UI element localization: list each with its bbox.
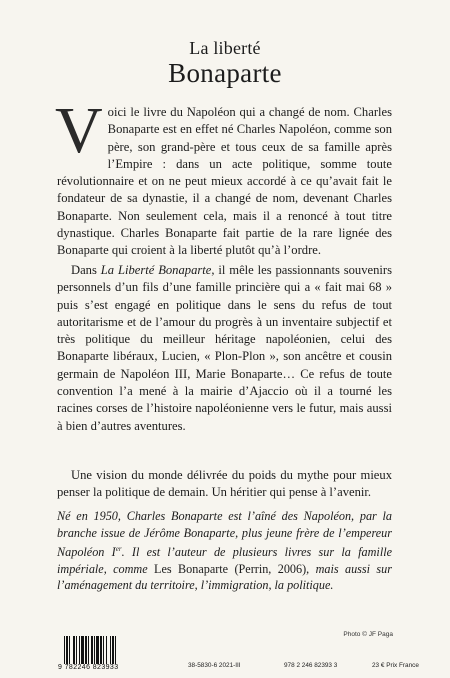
paragraph-summary-text: , il mêle les passionnants souvenirs personnels d’un fils d’une famille princière qui a « fait mai 68 » puis s’est engagé en politique dans le sens du refus de tout autoritarisme et de l’amour du progrès à un inventaire subjectif et très politique du meilleur héritage napoléonien, celui des Bonaparte libéraux, Lucien, « Plon-Plon », son ancêtre et cousin germain de Napoléon III, Marie Bonaparte… Ce refus de toute convention l’a mené à la mairie d’Ajaccio où il a tourné les racines corses de l’histoire napoléonienne vers le futur, mais aussi à bien d’autres aventures.: [57, 263, 392, 433]
author-bio-book: Les Bonaparte (Perrin, 2006): [154, 561, 307, 576]
isbn-barcode: [58, 636, 130, 674]
photo-credit: Photo © JF Paga: [343, 631, 393, 638]
title-line-1: La liberté: [189, 38, 261, 58]
paragraph-summary: [57, 262, 392, 435]
book-title: [0, 38, 450, 88]
paragraph-closing: [57, 467, 392, 502]
paragraph-summary-lead: Dans: [71, 263, 101, 277]
barcode-stripe: [116, 636, 118, 664]
paragraph-closing-text: Une vision du monde délivrée du poids du mythe pour mieux penser la politique de demain. Un héritier qui pense à l’avenir.: [57, 468, 392, 500]
barcode-number: 9 782246 823933: [58, 664, 119, 671]
drop-cap: V: [55, 94, 103, 167]
price-text: 23 € Prix France: [372, 662, 419, 669]
paragraph-intro: [55, 94, 392, 260]
author-bio-part2: . Il est l’auteur de plusieurs livres sur la famille impériale, comme: [57, 545, 393, 576]
author-bio-part3: , mais aussi sur l’aménagement du territoire, l’immigration, la politique.: [57, 561, 392, 593]
title-line-2: Bonaparte: [168, 58, 282, 88]
author-bio: [57, 508, 392, 594]
author-bio-sup: er: [115, 545, 122, 554]
isbn-text: 978 2 246 82393 3: [284, 662, 338, 669]
book-title-inline: La Liberté Bonaparte: [100, 263, 212, 277]
author-bio-part1: Né en 1950, Charles Bonaparte est l’aîné des Napoléon, par la branche issue de Jérôme Bonaparte, plus jeune frère de l’empereur Napoléon I: [57, 509, 392, 560]
reference-code: 38-5830-6 2021-III: [188, 662, 241, 669]
barcode-bars: [64, 636, 130, 664]
paragraph-intro-text: oici le livre du Napoléon qui a changé de nom. Charles Bonaparte est en effet né Charles Napoléon, comme son père, son grand-père et tous ceux de sa famille après l’Empire : dans un acte politique, somme toute révolutionnaire et on ne peut mieux accordé à ce qu’avait fait le fondateur de sa dynastie, il a changé de nom, devenant Charles Bonaparte. Non seulement cela, mais il a renoncé à tout titre dynastique. Charles Bonaparte fait partie de la rare lignée des Bonaparte qui croient à la liberté plutôt qu’à l’ordre.: [57, 105, 392, 258]
